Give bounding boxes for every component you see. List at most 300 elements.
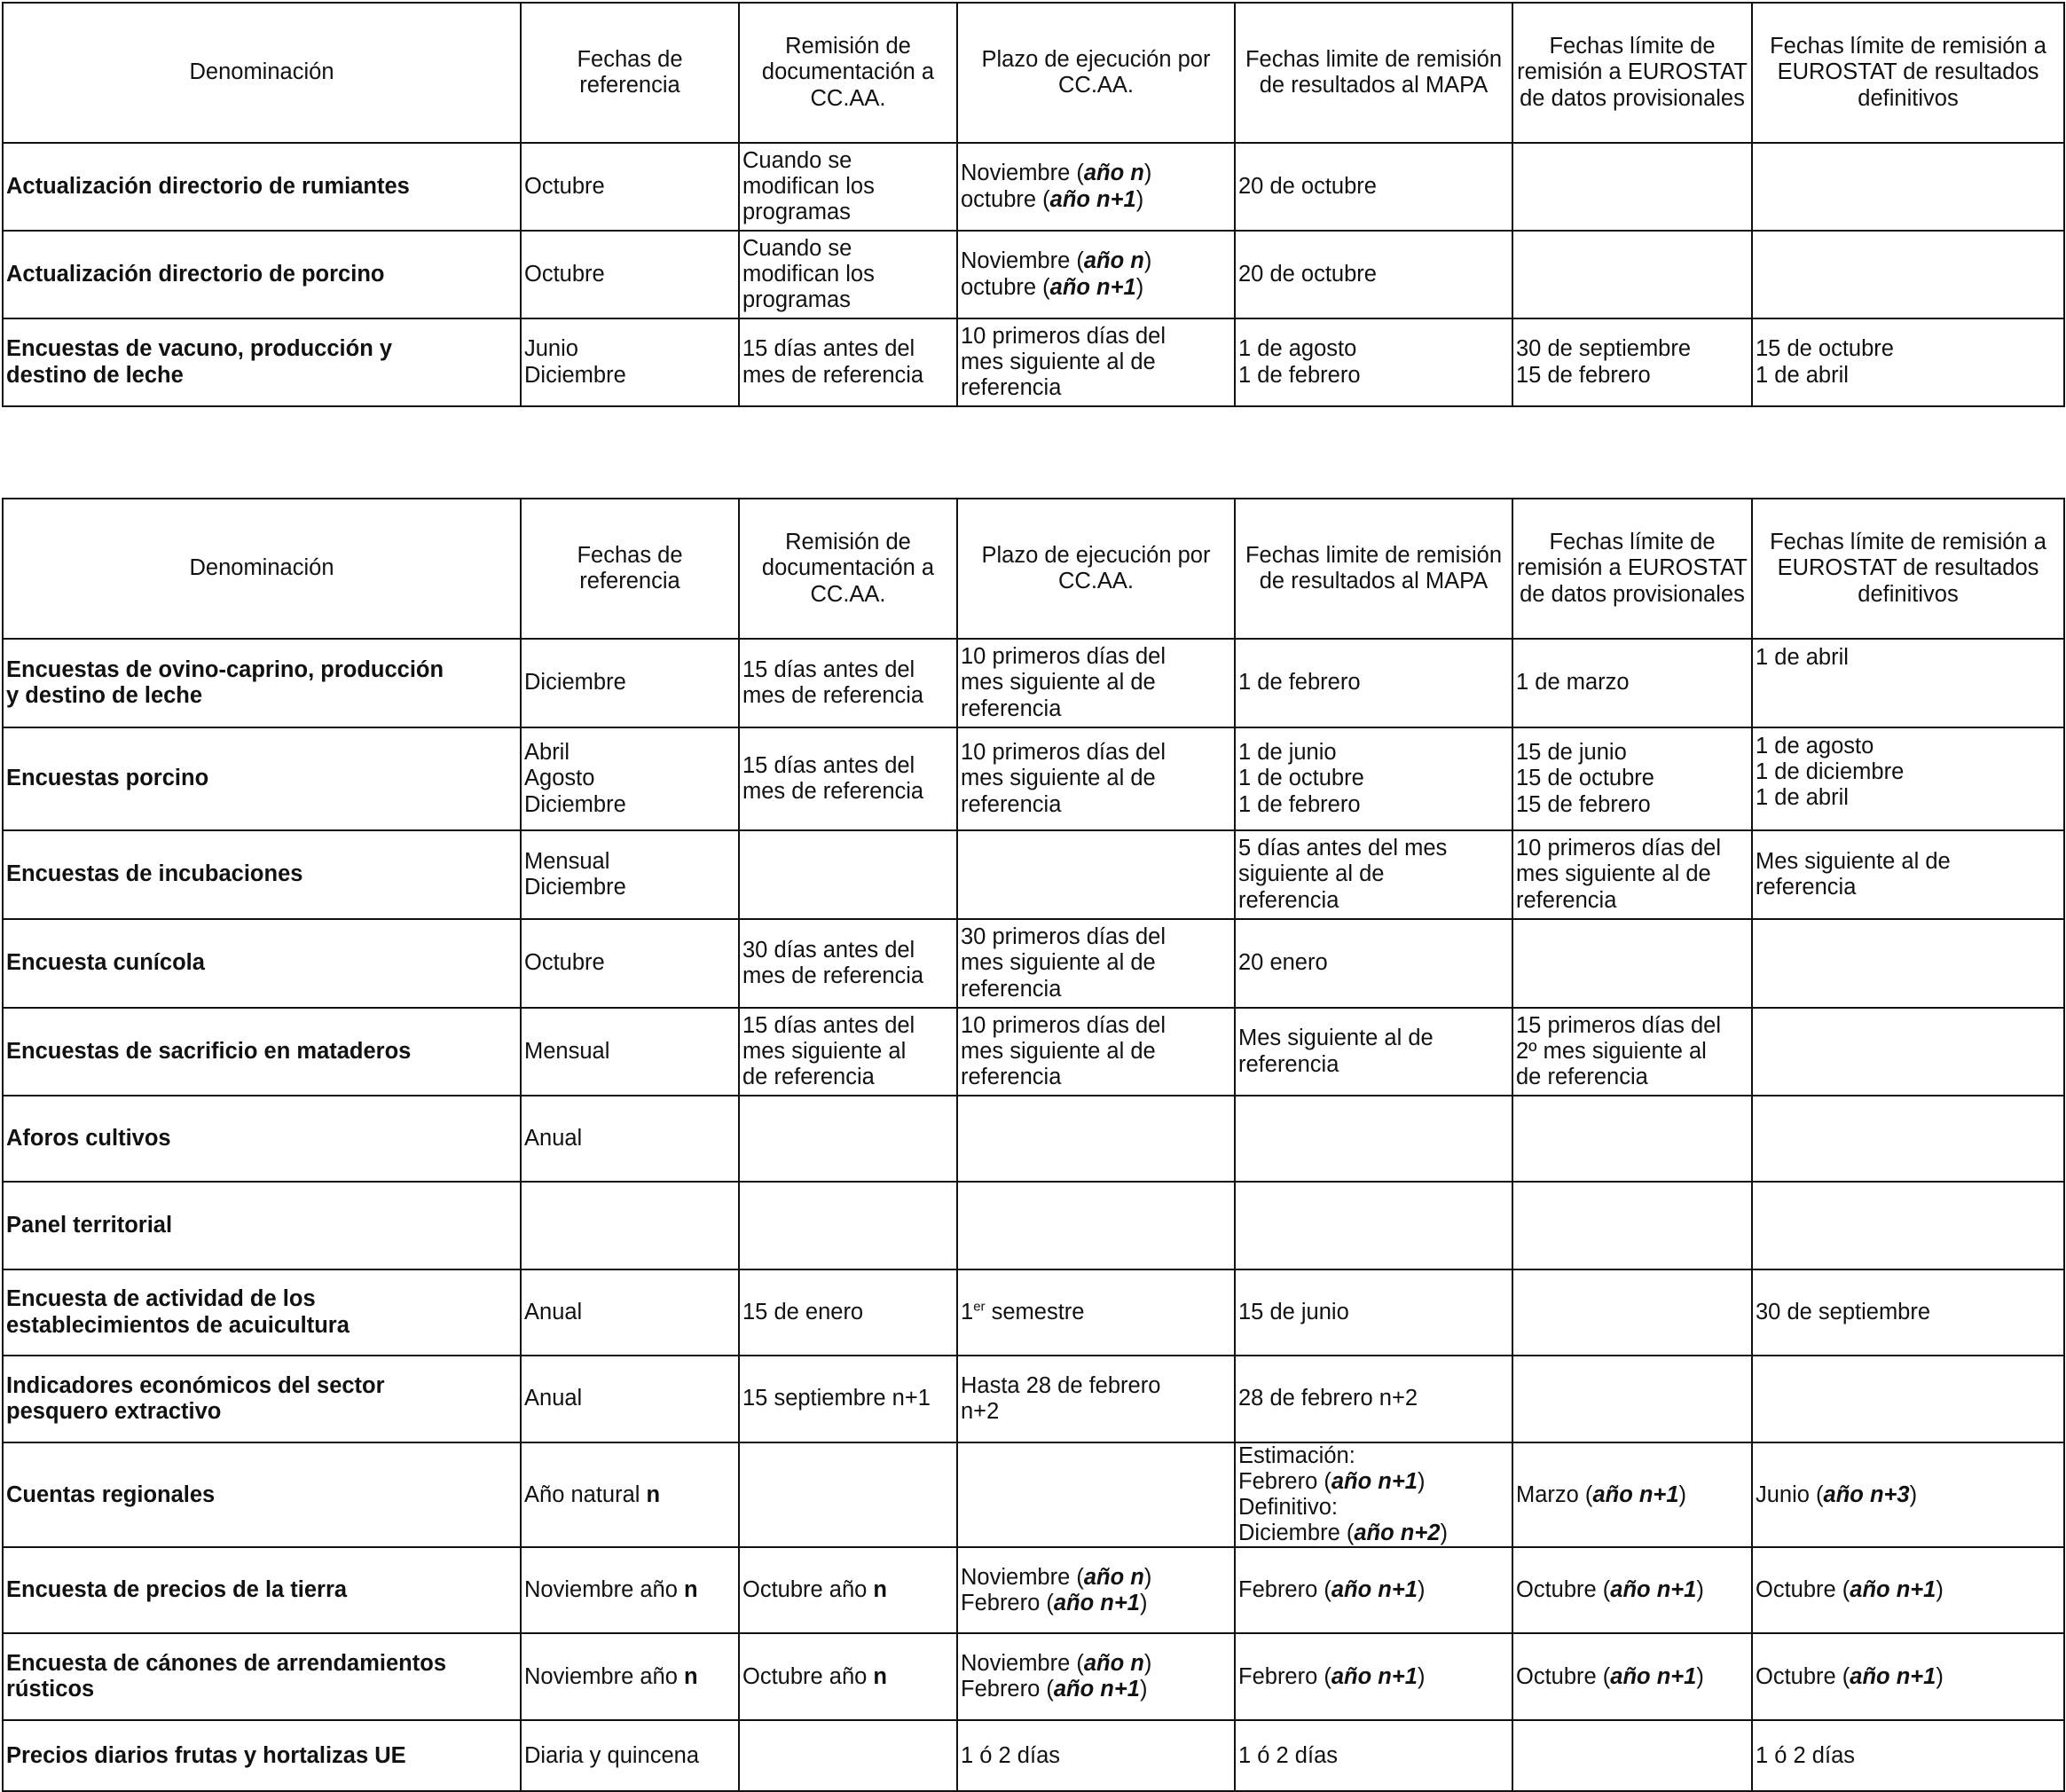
text-segment: ) (1417, 1663, 1426, 1689)
cell-fechas-referencia (521, 1008, 739, 1096)
cell-eurostat-provisional (1512, 639, 1752, 727)
table-1-body (3, 143, 2064, 406)
cell-denominacion (3, 1356, 521, 1442)
emphasis-segment: n (646, 1482, 661, 1507)
cell-line: establecimientos de acuicultura (6, 1312, 350, 1338)
cell-line: 15 días antes del (742, 656, 915, 682)
cell-line (1756, 1482, 2061, 1508)
cell-line: referencia (1238, 887, 1339, 913)
cell-line: 1 de abril (1756, 645, 1849, 670)
cell-line: 1 ó 2 días (961, 1742, 1060, 1768)
cell-fechas-referencia (521, 1182, 739, 1269)
cell-line: Encuestas de ovino-caprino, producción (6, 656, 444, 682)
cell-line: Cuando se (742, 147, 852, 173)
cell-line (1756, 1577, 2061, 1603)
cell-line: 10 primeros días del (961, 740, 1167, 766)
cell-line: 2º mes siguiente al (1516, 1038, 1707, 1064)
cell-line (524, 1482, 735, 1508)
cell-line: 1 de febrero (1238, 362, 1361, 388)
cell-line (1516, 1482, 1748, 1508)
emphasis-segment: año n+1 (1610, 1663, 1697, 1689)
cell-plazo (957, 830, 1235, 919)
cell-eurostat-provisional (1512, 1720, 1752, 1791)
cell-line: Hasta 28 de febrero (961, 1372, 1161, 1398)
cell-line: 20 enero (1238, 950, 1328, 976)
text-segment: ) (1139, 1677, 1148, 1702)
cell-line: referencia (1516, 887, 1617, 913)
cell-line: Octubre (524, 950, 605, 976)
cell-eurostat-definitivo (1752, 830, 2064, 919)
cell-line: destino de leche (6, 362, 184, 388)
cell-denominacion (3, 1720, 521, 1791)
cell-line: Diciembre (524, 670, 626, 696)
cell-eurostat-definitivo (1752, 1547, 2064, 1633)
table-row (3, 1442, 2064, 1547)
cell-line: Anual (524, 1299, 583, 1324)
cell-remision (739, 1633, 957, 1720)
cell-line: 10 primeros días del (1516, 836, 1722, 861)
cell-eurostat-provisional (1512, 231, 1752, 318)
cell-line: 1 de abril (1756, 362, 1849, 388)
text-segment: Octubre ( (1516, 1663, 1611, 1689)
header-plazo-ejecucion: Plazo de ejecución por CC.AA. (957, 499, 1235, 639)
cell-line: referencia (961, 375, 1062, 401)
text-segment: octubre ( (961, 274, 1050, 300)
table-row (3, 1096, 2064, 1182)
cell-line: 1 de agosto (1238, 336, 1357, 362)
text-segment: Octubre ( (1756, 1577, 1850, 1603)
header-eurostat-definitivos: Fechas límite de remisión a EUROSTAT de resultados definitivos (1752, 3, 2064, 143)
text-segment: octubre ( (961, 186, 1050, 212)
cell-plazo (957, 1633, 1235, 1720)
cell-line: Definitivo: (1238, 1495, 1338, 1521)
cell-denominacion (3, 231, 521, 318)
cell-remision (739, 639, 957, 727)
cell-line: 1 ó 2 días (1238, 1742, 1338, 1768)
cell-line: Encuesta de precios de la tierra (6, 1577, 348, 1603)
cell-eurostat-provisional (1512, 919, 1752, 1008)
cell-fechas-mapa (1235, 830, 1512, 919)
text-segment: ) (1139, 1590, 1148, 1615)
cell-line: mes siguiente al de (961, 1038, 1156, 1064)
cell-fechas-referencia (521, 231, 739, 318)
emphasis-segment: n (873, 1663, 887, 1689)
table-row (3, 1356, 2064, 1442)
cell-eurostat-definitivo (1752, 1182, 2064, 1269)
cell-line: Diciembre (524, 362, 626, 388)
cell-remision (739, 830, 957, 919)
cell-plazo (957, 1547, 1235, 1633)
emphasis-segment: año n+2 (1354, 1521, 1441, 1546)
cell-line: 1 de febrero (1238, 670, 1361, 696)
cell-line: Junio (524, 336, 578, 362)
cell-line: Encuestas de sacrificio en mataderos (6, 1038, 412, 1064)
cell-fechas-mapa (1235, 143, 1512, 231)
cell-line (1238, 1577, 1509, 1603)
emphasis-segment: año n+1 (1053, 1677, 1140, 1702)
cell-line: 15 de octubre (1756, 336, 1894, 362)
cell-plazo (957, 143, 1235, 231)
cell-line: 15 de febrero (1516, 362, 1651, 388)
cell-fechas-mapa (1235, 919, 1512, 1008)
cell-line: 30 de septiembre (1756, 1299, 1931, 1324)
emphasis-segment: año n+1 (1331, 1469, 1418, 1495)
cell-eurostat-definitivo (1752, 639, 2064, 727)
emphasis-segment: n (873, 1577, 887, 1603)
schedule-table-1 (2, 2, 2065, 407)
cell-fechas-referencia (521, 1442, 739, 1547)
emphasis-segment: año n+1 (1850, 1577, 1936, 1603)
text-segment: Febrero ( (1238, 1663, 1332, 1689)
text-segment: Noviembre año (524, 1577, 685, 1603)
cell-line (961, 1651, 1231, 1677)
cell-line: Actualización directorio de rumiantes (6, 173, 410, 199)
cell-eurostat-provisional (1512, 1008, 1752, 1096)
cell-eurostat-provisional (1512, 727, 1752, 830)
cell-denominacion (3, 318, 521, 406)
cell-eurostat-definitivo (1752, 1356, 2064, 1442)
table-row (3, 1633, 2064, 1720)
cell-line: 1 ó 2 días (1756, 1742, 1855, 1768)
text-segment: Octubre ( (1516, 1577, 1611, 1603)
table-row (3, 1182, 2064, 1269)
text-segment: Febrero ( (1238, 1469, 1332, 1495)
cell-line (742, 1664, 954, 1690)
emphasis-segment: año n+1 (1610, 1577, 1697, 1603)
cell-line (524, 1664, 735, 1690)
cell-fechas-mapa (1235, 1182, 1512, 1269)
cell-line: 28 de febrero n+2 (1238, 1386, 1418, 1411)
text-segment: Octubre año (742, 1663, 874, 1689)
text-segment: Noviembre ( (961, 248, 1084, 274)
cell-eurostat-provisional (1512, 1096, 1752, 1182)
cell-line: de referencia (742, 1065, 875, 1090)
table-row (3, 639, 2064, 727)
table-row (3, 727, 2064, 830)
cell-remision (739, 919, 957, 1008)
cell-plazo (957, 1442, 1235, 1547)
text-segment: ) (1936, 1577, 1944, 1603)
cell-line: 1 de marzo (1516, 670, 1630, 696)
cell-denominacion (3, 1096, 521, 1182)
emphasis-segment: año n+1 (1049, 274, 1136, 300)
cell-remision (739, 231, 957, 318)
cell-plazo (957, 1096, 1235, 1182)
table-row (3, 1547, 2064, 1633)
text-segment: semestre (985, 1299, 1085, 1324)
cell-line: referencia (961, 791, 1062, 817)
cell-line (1516, 1577, 1748, 1603)
text-segment: ) (1135, 274, 1144, 300)
header-eurostat-definitivos: Fechas límite de remisión a EUROSTAT de resultados definitivos (1752, 499, 2064, 639)
cell-eurostat-definitivo (1752, 143, 2064, 231)
text-segment: ) (1143, 1651, 1152, 1677)
text-segment: Noviembre ( (961, 1564, 1084, 1590)
cell-remision (739, 727, 957, 830)
cell-line: Estimación: (1238, 1443, 1355, 1468)
cell-line: 15 de junio (1516, 740, 1627, 766)
cell-line: 30 días antes del (742, 937, 915, 963)
cell-line (961, 187, 1231, 213)
ordinal-number: 1 (961, 1299, 974, 1324)
header-eurostat-provisionales: Fechas límite de remisión a EUROSTAT de datos provisionales (1512, 499, 1752, 639)
text-segment: Febrero ( (1238, 1577, 1332, 1603)
cell-line: 15 días antes del (742, 336, 915, 362)
cell-eurostat-definitivo (1752, 727, 2064, 830)
cell-denominacion (3, 143, 521, 231)
cell-eurostat-provisional (1512, 318, 1752, 406)
emphasis-segment: año n (1083, 1564, 1144, 1590)
cell-line: mes siguiente al de (961, 670, 1156, 696)
cell-plazo (957, 639, 1235, 727)
header-remision-documentacion: Remisión de documentación a CC.AA. (739, 499, 957, 639)
cell-remision (739, 1547, 957, 1633)
cell-eurostat-provisional (1512, 1547, 1752, 1633)
cell-eurostat-provisional (1512, 1356, 1752, 1442)
cell-fechas-referencia (521, 318, 739, 406)
cell-remision (739, 1269, 957, 1356)
cell-line: 1 de diciembre (1756, 759, 1905, 785)
cell-fechas-mapa (1235, 1442, 1512, 1547)
cell-eurostat-definitivo (1752, 1720, 2064, 1791)
cell-fechas-referencia (521, 1096, 739, 1182)
cell-remision (739, 1720, 957, 1791)
cell-fechas-referencia (521, 143, 739, 231)
cell-line: mes siguiente al de (961, 950, 1156, 976)
cell-eurostat-definitivo (1752, 231, 2064, 318)
table-row (3, 1008, 2064, 1096)
cell-line: rústicos (6, 1677, 95, 1702)
text-segment: ) (1143, 1564, 1152, 1590)
cell-line: Anual (524, 1125, 583, 1151)
cell-plazo (957, 1182, 1235, 1269)
text-segment: Noviembre año (524, 1663, 685, 1689)
emphasis-segment: año n (1083, 1651, 1144, 1677)
cell-fechas-mapa (1235, 1269, 1512, 1356)
text-segment: ) (1696, 1663, 1704, 1689)
cell-eurostat-definitivo (1752, 919, 2064, 1008)
cell-eurostat-provisional (1512, 143, 1752, 231)
cell-remision (739, 1096, 957, 1182)
cell-line (524, 1577, 735, 1603)
cell-line: modifican los (742, 261, 875, 287)
emphasis-segment: año n (1083, 161, 1144, 186)
cell-line: Aforos cultivos (6, 1125, 171, 1151)
text-segment: ) (1936, 1663, 1944, 1689)
cell-line: 1 de octubre (1238, 766, 1364, 791)
cell-denominacion (3, 830, 521, 919)
cell-denominacion (3, 1008, 521, 1096)
cell-fechas-mapa (1235, 318, 1512, 406)
cell-line: 5 días antes del mes (1238, 836, 1448, 861)
cell-line: programas (742, 287, 851, 313)
cell-line: pesquero extractivo (6, 1399, 222, 1424)
cell-line: mes de referencia (742, 683, 924, 708)
text-segment: ) (1143, 248, 1152, 274)
table-row (3, 1269, 2064, 1356)
cell-fechas-referencia (521, 1633, 739, 1720)
emphasis-segment: año n+3 (1823, 1482, 1910, 1507)
cell-line: de referencia (1516, 1065, 1648, 1090)
cell-fechas-referencia (521, 1720, 739, 1791)
cell-line: 10 primeros días del (961, 644, 1167, 670)
cell-eurostat-definitivo (1752, 1442, 2064, 1547)
cell-line: Mensual (524, 848, 610, 874)
cell-fechas-mapa (1235, 727, 1512, 830)
cell-line (1756, 1664, 2061, 1690)
cell-line: Agosto (524, 766, 595, 791)
text-segment: Octubre ( (1756, 1663, 1850, 1689)
cell-line: 15 de octubre (1516, 766, 1654, 791)
cell-line: 15 de enero (742, 1299, 864, 1324)
text-segment: ) (1143, 161, 1152, 186)
cell-plazo (957, 1356, 1235, 1442)
cell-line: mes de referencia (742, 963, 924, 988)
cell-eurostat-definitivo (1752, 1269, 2064, 1356)
cell-line: Indicadores económicos del sector (6, 1372, 385, 1398)
cell-line: Actualización directorio de porcino (6, 261, 385, 287)
cell-line: 30 de septiembre (1516, 336, 1692, 362)
text-segment: Febrero ( (961, 1590, 1054, 1615)
cell-line: n+2 (961, 1399, 1000, 1424)
table-row (3, 318, 2064, 406)
header-plazo-ejecucion: Plazo de ejecución por CC.AA. (957, 3, 1235, 143)
cell-remision (739, 1008, 957, 1096)
text-segment: Año natural (524, 1482, 647, 1507)
cell-line: Encuestas de incubaciones (6, 861, 303, 887)
cell-line (742, 1577, 954, 1603)
cell-line: Precios diarios frutas y hortalizas UE (6, 1742, 406, 1768)
cell-eurostat-provisional (1512, 1442, 1752, 1547)
text-segment: ) (1417, 1577, 1426, 1603)
cell-line: Anual (524, 1386, 583, 1411)
text-segment: Junio ( (1756, 1482, 1824, 1507)
cell-line: 20 de octubre (1238, 173, 1377, 199)
cell-line: referencia (961, 976, 1062, 1002)
cell-line: mes de referencia (742, 779, 924, 804)
cell-line: 15 septiembre n+1 (742, 1386, 931, 1411)
cell-fechas-mapa (1235, 1096, 1512, 1182)
cell-denominacion (3, 1442, 521, 1547)
cell-plazo (957, 1720, 1235, 1791)
table-row (3, 919, 2064, 1008)
emphasis-segment: año n (1083, 248, 1144, 274)
cell-line: Octubre (524, 261, 605, 287)
cell-line: 1 de febrero (1238, 791, 1361, 817)
cell-plazo (957, 1269, 1235, 1356)
cell-eurostat-provisional (1512, 1269, 1752, 1356)
cell-line: 15 primeros días del (1516, 1012, 1722, 1038)
header-denominacion: Denominación (3, 3, 521, 143)
text-segment: ) (1909, 1482, 1918, 1507)
cell-eurostat-definitivo (1752, 1008, 2064, 1096)
cell-plazo (957, 231, 1235, 318)
cell-remision (739, 1442, 957, 1547)
emphasis-segment: año n+1 (1331, 1577, 1418, 1603)
cell-line: 1 de agosto (1756, 734, 1874, 758)
cell-line: mes siguiente al (742, 1038, 907, 1064)
cell-fechas-mapa (1235, 231, 1512, 318)
cell-eurostat-provisional (1512, 830, 1752, 919)
cell-line: Encuestas porcino (6, 766, 209, 791)
cell-remision (739, 318, 957, 406)
cell-eurostat-definitivo (1752, 1096, 2064, 1182)
cell-denominacion (3, 727, 521, 830)
ordinal-suffix: er (973, 1299, 986, 1315)
cell-line: 15 días antes del (742, 1012, 915, 1038)
cell-fechas-mapa (1235, 1633, 1512, 1720)
cell-line: Abril (524, 740, 570, 766)
cell-plazo (957, 318, 1235, 406)
cell-fechas-referencia (521, 1269, 739, 1356)
text-segment: Marzo ( (1516, 1482, 1593, 1507)
emphasis-segment: año n+1 (1592, 1482, 1679, 1507)
cell-fechas-mapa (1235, 1008, 1512, 1096)
header-fechas-mapa: Fechas limite de remisión de resultados al MAPA (1235, 3, 1512, 143)
emphasis-segment: año n+1 (1053, 1590, 1140, 1615)
cell-line: Diciembre (524, 875, 626, 900)
cell-line (961, 1591, 1231, 1616)
cell-line: siguiente al de (1238, 861, 1385, 887)
cell-line (961, 248, 1231, 274)
cell-line: y destino de leche (6, 683, 203, 708)
cell-denominacion (3, 919, 521, 1008)
cell-line: Octubre (524, 173, 605, 199)
cell-line: modifican los (742, 173, 875, 199)
cell-line: 30 primeros días del (961, 924, 1167, 950)
header-fechas-referencia: Fechas de referencia (521, 499, 739, 639)
cell-line (1238, 1469, 1509, 1495)
header-row (3, 3, 2064, 143)
cell-eurostat-definitivo (1752, 1633, 2064, 1720)
cell-line: 10 primeros días del (961, 323, 1167, 349)
cell-fechas-mapa (1235, 1547, 1512, 1633)
cell-fechas-mapa (1235, 1356, 1512, 1442)
cell-line: Encuestas de vacuno, producción y (6, 336, 393, 362)
text-segment: ) (1696, 1577, 1704, 1603)
emphasis-segment: n (684, 1577, 698, 1603)
cell-line: 1 de abril (1756, 785, 1849, 811)
cell-fechas-mapa (1235, 639, 1512, 727)
header-row (3, 499, 2064, 639)
schedule-table-2 (2, 498, 2065, 1792)
cell-line (961, 275, 1231, 301)
cell-fechas-referencia (521, 830, 739, 919)
cell-line: Encuesta de actividad de los (6, 1286, 316, 1312)
cell-fechas-referencia (521, 1356, 739, 1442)
cell-line: programas (742, 200, 851, 225)
cell-line: Mensual (524, 1038, 610, 1064)
cell-line: mes siguiente al de (961, 349, 1156, 374)
text-segment: Noviembre ( (961, 1651, 1084, 1677)
cell-eurostat-definitivo (1752, 318, 2064, 406)
cell-line (961, 1300, 1231, 1325)
cell-remision (739, 143, 957, 231)
cell-fechas-referencia (521, 919, 739, 1008)
cell-eurostat-provisional (1512, 1633, 1752, 1720)
cell-fechas-referencia (521, 639, 739, 727)
cell-line (1516, 1664, 1748, 1690)
cell-fechas-mapa (1235, 1720, 1512, 1791)
text-segment: ) (1417, 1469, 1426, 1495)
cell-line: referencia (961, 1065, 1062, 1090)
cell-line: Mes siguiente al de (1238, 1026, 1434, 1051)
cell-denominacion (3, 639, 521, 727)
cell-line: 15 días antes del (742, 752, 915, 778)
cell-line: Diaria y quincena (524, 1742, 700, 1768)
cell-fechas-referencia (521, 727, 739, 830)
cell-line: 15 de febrero (1516, 791, 1651, 817)
